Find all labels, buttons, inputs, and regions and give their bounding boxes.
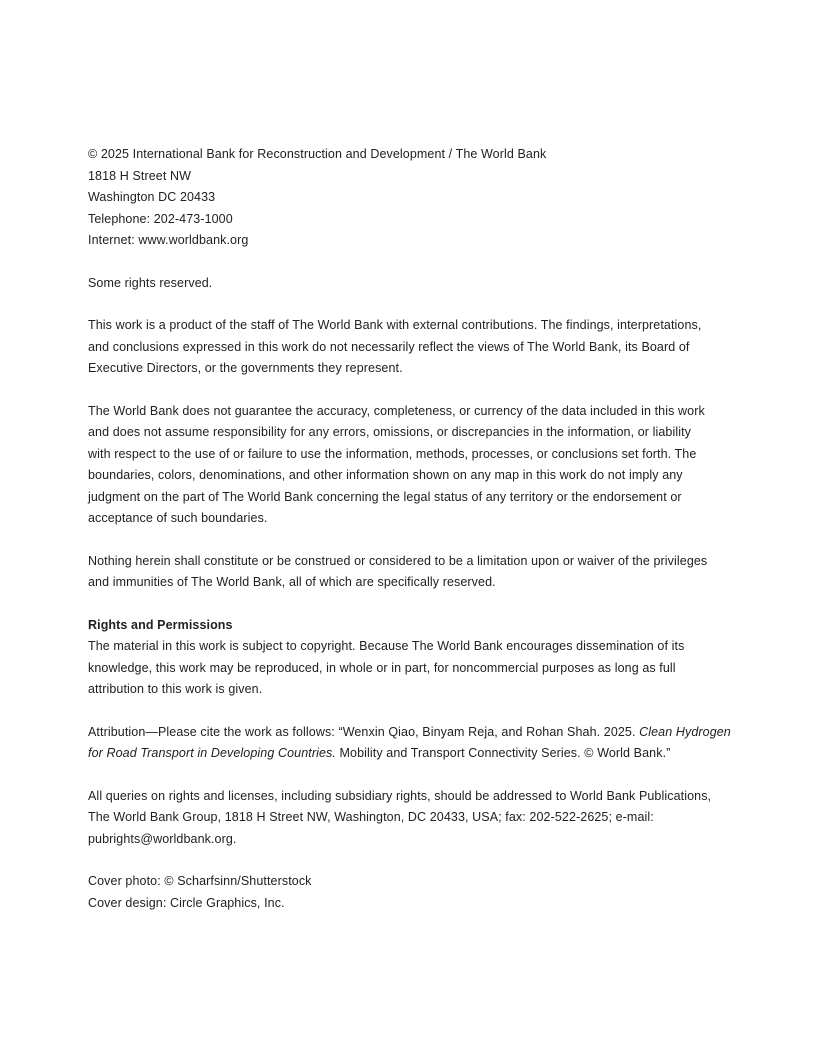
rights-permissions-heading: Rights and Permissions <box>88 617 233 632</box>
pubrights-email-line: pubrights@worldbank.org. <box>88 831 237 846</box>
address-city-line: Washington DC 20433 <box>88 190 216 204</box>
book-title-italic: Clean Hydrogen <box>639 724 731 739</box>
attribution-line-1: Attribution—Please cite the work as follows: “Wenxin Qiao, Binyam Reja, and Rohan Shah. 2025. Clean Hydrogen <box>88 724 731 739</box>
copyright-page-content <box>88 144 731 914</box>
disclaimer-findings-paragraph: This work is a product of the staff of The World Bank with external contributions. The findings, interpretations, and conclusions expressed in this work do not necessarily reflect the views of The World Bank, its Board of Executive Directors, or the governments they represent. <box>88 318 702 375</box>
cover-credits-block <box>88 871 728 914</box>
copyright-line: © 2025 International Bank for Reconstruction and Development / The World Bank <box>88 147 547 161</box>
some-rights-reserved <box>88 273 728 295</box>
address-street-line: 1818 H Street NW <box>88 168 192 183</box>
privileges-immunities-paragraph: Nothing herein shall constitute or be construed or considered to be a limitation upon or waiver of the privileges and immunities of The World Bank, all of which are specifically reserved. <box>88 553 708 589</box>
telephone-line: Telephone: 202-473-1000 <box>88 211 233 226</box>
disclaimer-accuracy-paragraph: The World Bank does not guarantee the accuracy, completeness, or currency of the data included in this work and does not assume responsibility for any errors, omissions, or discrepancies in the information, or liability with respect to the use of or failure to use the information, methods, processes, or conclusions set forth. The boundaries, colors, denominations, and other information shown on any map in this work do not imply any judgment on the part of The World Bank concerning the legal status of any territory or the endorsement or acceptance of such boundaries. <box>88 403 705 525</box>
internet-line: Internet: www.worldbank.org <box>88 233 249 247</box>
rights-notice-line: Some rights reserved. <box>88 275 213 290</box>
attribution-line-2: for Road Transport in Developing Countries. Mobility and Transport Connectivity Series. © World Bank.” <box>88 746 671 760</box>
cover-photo-credit: Cover photo: © Scharfsinn/Shutterstock <box>88 874 312 888</box>
cover-design-credit: Cover design: Circle Graphics, Inc. <box>88 895 285 910</box>
book-title-italic: for Road Transport in Developing Countries. <box>88 746 336 760</box>
queries-contact-paragraph: All queries on rights and licenses, including subsidiary rights, should be addressed to World Bank Publications, The World Bank Group, 1818 H Street NW, Washington, DC 20433, USA; fax: 202-522-2625; e-mail: pubrights@worldbank.org. <box>88 786 728 851</box>
attribution-citation-paragraph <box>88 722 731 765</box>
copyright-imprint-block <box>88 144 728 252</box>
rights-permissions-body: The material in this work is subject to copyright. Because The World Bank encourages dissemination of its knowledge, this work may be reproduced, in whole or in part, for noncommercial purposes as long as full attribution to this work is given. <box>88 639 685 696</box>
